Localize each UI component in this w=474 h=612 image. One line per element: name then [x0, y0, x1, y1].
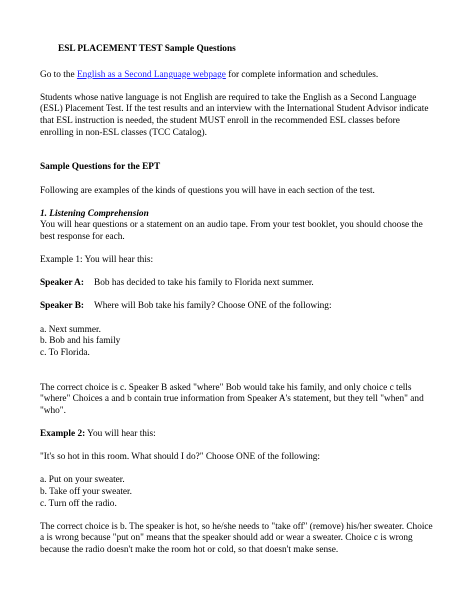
spacer — [40, 151, 434, 163]
speaker-a-row — [40, 278, 434, 290]
example2-quote: "It's so hot in this room. What should I do?" Choose ONE of the following: — [40, 452, 320, 463]
intro-after-link: for complete information and schedules. — [225, 69, 379, 80]
example1-label: Example 1: You will hear this: — [40, 255, 154, 266]
esl-webpage-link[interactable]: English as a Second Language webpage — [76, 69, 226, 80]
speaker-a-text: Bob has decided to take his family to Florida next summer. — [94, 278, 314, 289]
listening-description: You will hear questions or a statement on an audio tape. From your test booklet, you should choose the best response for each. — [40, 220, 423, 242]
example2-choice-b: b. Take off your sweater. — [40, 486, 132, 497]
speaker-a-label: Speaker A: — [40, 278, 84, 289]
example2-choice-a: a. Put on your sweater. — [40, 475, 125, 486]
example2-answer: The correct choice is b. The speaker is hot, so he/she needs to "take off" (remove) his/her sweater. Choice a is wrong because "put on" means that the speaker should add or wear a sweater. Choice c is wrong because the radio doesn't make the room hot or cold, so that doesn't make sense. — [40, 521, 433, 555]
listening-heading: 1. Listening Comprehension — [40, 208, 149, 219]
example2-choice-c: c. Turn off the radio. — [40, 498, 117, 509]
speaker-b-text: Where will Bob take his family? Choose ONE of the following: — [94, 301, 332, 312]
sample-questions-heading: Sample Questions for the EPT — [40, 162, 161, 173]
document-title: ESL PLACEMENT TEST Sample Questions — [58, 44, 236, 54]
example2-choices — [40, 475, 434, 510]
example1-choice-b: b. Bob and his family — [40, 336, 121, 347]
sample-intro-paragraph: Following are examples of the kinds of questions you will have in each section of the test. — [40, 185, 375, 196]
example1-answer: The correct choice is c. Speaker B asked "where" Bob would take his family, and only choice c tells "where" Choices a and b contain true information from Speaker A's statement, but they tell "when" and "who". — [40, 382, 424, 416]
example2-label-rest: You will hear this: — [85, 429, 156, 439]
example2-label-bold: Example 2: — [40, 429, 86, 439]
example1-choice-c: c. To Florida. — [40, 347, 90, 358]
listening-section — [40, 209, 434, 244]
speaker-b-row — [40, 301, 434, 313]
spacer — [40, 371, 434, 383]
example2-label — [40, 429, 434, 441]
intro-before-link: Go to the — [40, 69, 77, 80]
intro-paragraph — [40, 70, 434, 82]
speaker-b-label: Speaker B: — [40, 301, 84, 312]
example1-choice-a: a. Next summer. — [40, 324, 101, 335]
requirement-paragraph: Students whose native language is not English are required to take the English as a Second Language (ESL) Placement Test. If the test results and an interview with the International Student Advisor indicate that ESL instruction is needed, the student MUST enroll in the recommended ESL classes before enrolling in non-ESL classes (TCC Catalog). — [40, 92, 429, 138]
example1-choices — [40, 325, 434, 360]
